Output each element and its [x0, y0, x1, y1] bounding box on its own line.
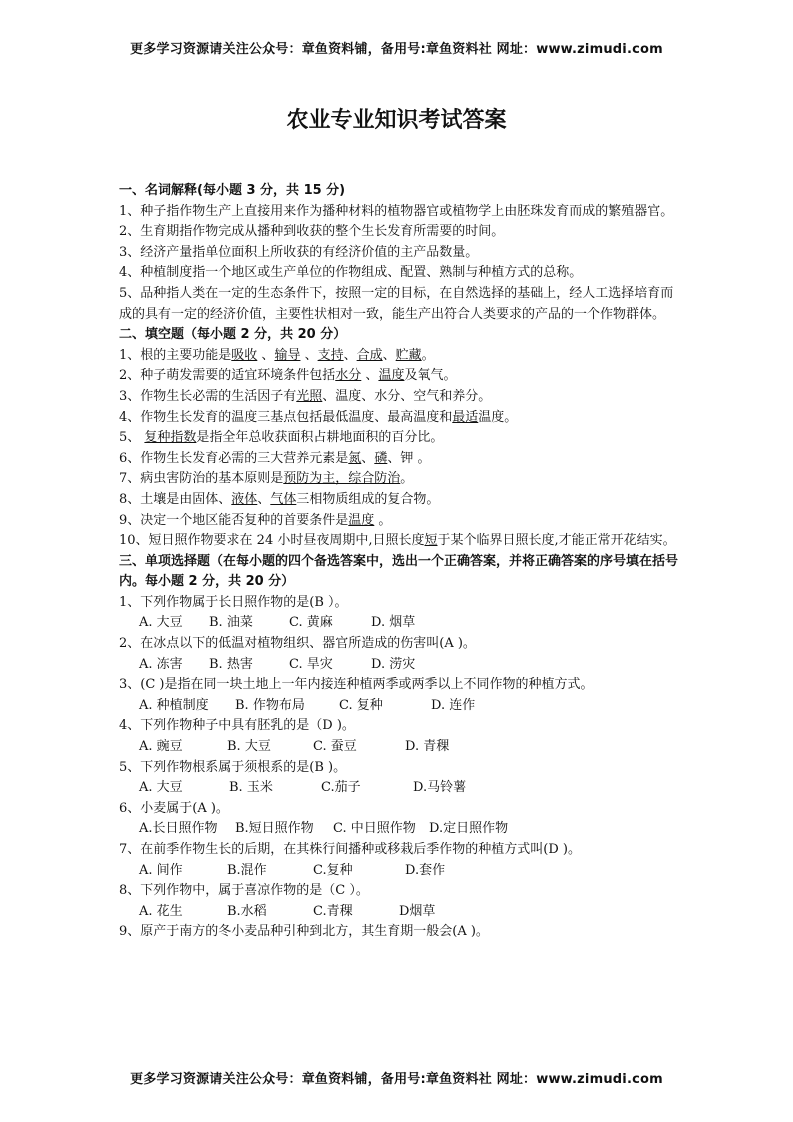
s2-q10-text: 10、短日照作物要求在 24 小时昼夜周期中,日照长度	[119, 533, 425, 549]
s2-q7-text: 7、病虫害防治的基本原则是	[119, 471, 284, 487]
option: B. 油菜	[209, 615, 253, 631]
s2-q7-answer: 预防为主，综合防治	[283, 471, 401, 487]
option: A. 间作	[139, 862, 183, 878]
s2-q3	[119, 387, 679, 408]
s3-q7-options	[119, 861, 679, 882]
s2-q10	[119, 531, 679, 552]
option: A. 种植制度	[139, 697, 209, 713]
s2-q6-text: 6、作物生长发育必需的三大营养元素是	[119, 450, 349, 466]
option: A. 冻害	[139, 656, 183, 672]
s2-q1	[119, 346, 679, 367]
s2-q1-answer: 支持	[317, 347, 344, 363]
s2-q4	[119, 408, 679, 429]
s3-q2-options	[119, 655, 679, 676]
s2-q1-answer: 贮藏	[395, 347, 422, 363]
option: A. 花生	[139, 903, 183, 919]
s3-q4-options	[119, 737, 679, 758]
option: C.青稞	[313, 903, 353, 919]
s3-q3-options	[119, 696, 679, 717]
s2-q1-sep: 、	[300, 347, 318, 363]
option: C. 黄麻	[289, 615, 333, 631]
s2-q9	[119, 511, 679, 532]
s3-q3-text: 3、(C )是指在同一块土地上一年内接连种植两季或两季以上不同作物的种植方式。	[119, 677, 594, 693]
s2-q2-sep: 、	[361, 368, 379, 384]
s3-q2-text: 2、在冰点以下的低温对植物组织、器官所造成的伤害叫(A )。	[119, 636, 476, 652]
s3-q6-text: 6、小麦属于(A )。	[119, 800, 229, 816]
option: A. 大豆	[139, 780, 183, 796]
option: D.马铃薯	[413, 780, 467, 796]
s2-q4-text: 4、作物生长发育的温度三基点包括最低温度、最高温度和	[119, 409, 453, 425]
s3-q8-text: 8、下列作物中，属于喜凉作物的是（C ）。	[119, 883, 369, 899]
s2-q5-end: 是指全年总收获面积占耕地面积的百分比。	[196, 430, 444, 446]
s2-q9-end: 。	[374, 512, 392, 528]
s2-q2-end: 及氧气。	[404, 368, 457, 384]
s3-q6-options	[119, 819, 679, 840]
page-header: 更多学习资源请关注公众号：章鱼资料铺，备用号:章鱼资料社 网址：www.zimudi.com	[130, 42, 663, 57]
option: D.定日照作物	[429, 821, 509, 837]
option: C. 蚕豆	[313, 739, 357, 755]
document-body	[119, 181, 679, 943]
s2-q1-sep: 、	[382, 347, 396, 363]
s1-item-4: 4、种植制度指一个地区或生产单位的作物组成、配置、熟制与种植方式的总称。	[119, 265, 583, 281]
option: C. 复种	[339, 697, 383, 713]
s2-q1-answer: 输导	[274, 347, 301, 363]
s2-q6-answer: 磷	[374, 450, 388, 466]
s2-q1-answer: 吸收	[231, 347, 258, 363]
s2-q8-answer: 液体	[231, 491, 258, 507]
s2-q5-answer: 复种指数	[144, 430, 197, 446]
option: B.混作	[227, 862, 267, 878]
s2-q1-answer: 合成	[356, 347, 383, 363]
s2-q3-text: 3、作物生长必需的生活因子有	[119, 388, 297, 404]
option: B. 玉米	[229, 780, 273, 796]
s2-q8-text: 8、土壤是由固体、	[119, 491, 232, 507]
s3-q1-options	[119, 613, 679, 634]
s3-q7-text: 7、在前季作物生长的后期，在其株行间播种或移栽后季作物的种植方式叫(D )。	[119, 842, 581, 857]
option: D. 烟草	[371, 615, 416, 631]
s2-q7	[119, 469, 679, 490]
s2-q6-answer: 氮	[348, 450, 362, 466]
option: C. 中日照作物	[333, 821, 416, 837]
option: B. 作物布局	[235, 697, 305, 713]
s2-q8	[119, 490, 679, 511]
s1-item-5: 5、品种指人类在一定的生态条件下，按照一定的目标，在自然选择的基础上，经人工选择培育而成的具有一定的经济价值，主要性状相对一致，能生产出符合人类要求的产品的一个作物群体。	[119, 285, 674, 322]
option: D. 连作	[431, 697, 476, 713]
s2-q1-text: 1、根的主要功能是	[119, 347, 232, 363]
option: A. 大豆	[139, 615, 183, 631]
option: C.茄子	[321, 780, 361, 796]
s2-q8-sep: 、	[257, 491, 271, 507]
s2-q8-answer: 气体	[270, 491, 297, 507]
s2-q6-end: 、钾 。	[387, 450, 431, 466]
option: B. 大豆	[227, 739, 271, 755]
option: B.短日照作物	[235, 821, 314, 837]
s2-q8-end: 三相物质组成的复合物。	[296, 491, 440, 507]
s3-q1-text: 1、下列作物属于长日照作物的是(B ）。	[119, 594, 348, 610]
s2-q1-sep: 、	[343, 347, 357, 363]
s1-item-3: 3、经济产量指单位面积上所收获的有经济价值的主产品数量。	[119, 244, 479, 260]
option: A.长日照作物	[139, 821, 218, 837]
option: A. 豌豆	[139, 739, 183, 755]
s2-q9-text: 9、决定一个地区能否复种的首要条件是	[119, 512, 349, 528]
section-2-heading: 二、填空题（每小题 2 分，共 20 分）	[119, 327, 347, 343]
s2-q3-answer: 光照	[296, 388, 323, 404]
s2-q2-answer: 温度	[378, 368, 405, 384]
s3-q9-text: 9、原产于南方的冬小麦品种引种到北方，其生育期一般会(A )。	[119, 924, 489, 940]
s2-q7-end: 。	[400, 471, 414, 487]
s2-q4-end: 温度。	[478, 409, 518, 425]
s3-q5-options	[119, 778, 679, 799]
s1-item-2: 2、生育期指作物完成从播种到收获的整个生长发育所需要的时间。	[119, 224, 505, 240]
s2-q1-sep: 、	[257, 347, 275, 363]
s2-q2	[119, 366, 679, 387]
s2-q6	[119, 449, 679, 470]
option: C.复种	[313, 862, 353, 878]
option: D. 涝灾	[371, 656, 416, 672]
s2-q5-text: 5、	[119, 430, 145, 446]
s2-q2-answer: 水分	[335, 368, 362, 384]
s2-q10-end: 于某个临界日照长度,才能正常开花结实。	[437, 533, 676, 549]
s2-q6-sep: 、	[361, 450, 375, 466]
s2-q1-end: 。	[421, 347, 435, 363]
s2-q9-answer: 温度	[348, 512, 375, 528]
s2-q3-end: 、温度、水分、空气和养分。	[322, 388, 492, 404]
option: B. 热害	[209, 656, 253, 672]
s3-q4-text: 4、下列作物种子中具有胚乳的是（D )。	[119, 718, 355, 734]
s2-q2-text: 2、种子萌发需要的适宜环境条件包括	[119, 368, 336, 384]
s2-q10-answer: 短	[424, 533, 438, 549]
s1-item-1: 1、种子指作物生产上直接用来作为播种材料的植物器官或植物学上由胚珠发育而成的繁殖器官。	[119, 203, 674, 219]
option: B.水稻	[227, 903, 267, 919]
s2-q4-answer: 最适	[452, 409, 479, 425]
s3-q5-text: 5、下列作物根系属于须根系的是(B )。	[119, 759, 347, 775]
page-title: 农业专业知识考试答案	[286, 107, 507, 133]
s3-q8-options	[119, 902, 679, 923]
option: D. 青稞	[405, 739, 450, 755]
section-3-heading: 三、单项选择题（在每小题的四个备选答案中，选出一个正确答案，并将正确答案的序号填在括号内。每小题 2 分，共 20 分）	[119, 553, 679, 590]
page-footer: 更多学习资源请关注公众号：章鱼资料铺，备用号:章鱼资料社 网址：www.zimudi.com	[130, 1072, 663, 1087]
section-1-heading: 一、名词解释(每小题 3 分，共 15 分)	[119, 183, 346, 198]
option: C. 旱灾	[289, 656, 333, 672]
option: D烟草	[399, 903, 436, 919]
option: D.套作	[405, 862, 446, 878]
s2-q5	[119, 428, 679, 449]
